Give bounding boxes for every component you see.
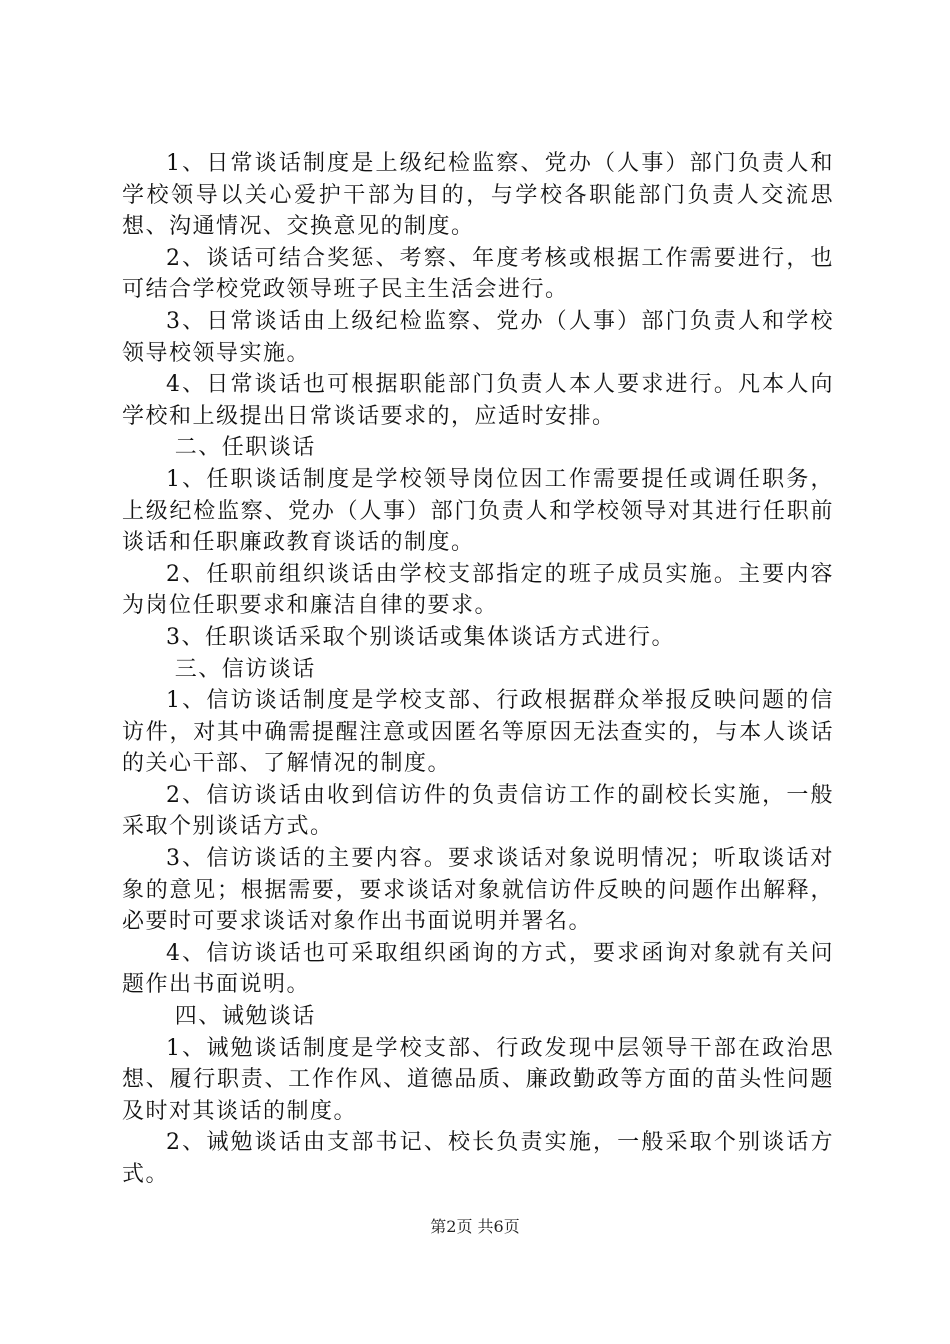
section-heading: 四、诫勉谈话 [174, 1004, 316, 1030]
section-heading: 二、任职谈话 [174, 435, 316, 461]
paragraph: 2、任职前组织谈话由学校支部指定的班子成员实施。主要内容为岗位任职要求和廉洁自律的要求。 [122, 561, 834, 619]
paragraph: 1、任职谈话制度是学校领导岗位因工作需要提任或调任职务，上级纪检监察、党办（人事）部门负责人和学校领导对其进行任职前谈话和任职廉政教育谈话的制度。 [122, 466, 834, 556]
paragraph: 1、诫勉谈话制度是学校支部、行政发现中层领导干部在政治思想、履行职责、工作作风、道德品质、廉政勤政等方面的苗头性问题及时对其谈话的制度。 [122, 1035, 834, 1124]
paragraph: 4、信访谈话也可采取组织函询的方式，要求函询对象就有关问题作出书面说明。 [122, 940, 834, 998]
paragraph: 3、信访谈话的主要内容。要求谈话对象说明情况；听取谈话对象的意见；根据需要，要求谈话对象就信访件反映的问题作出解释，必要时可要求谈话对象作出书面说明并署名。 [122, 846, 834, 935]
section-heading: 三、信访谈话 [174, 656, 316, 682]
page-number-footer: 第2页 共6页 [430, 1217, 520, 1236]
paragraph: 3、任职谈话采取个别谈话或集体谈话方式进行。 [166, 624, 675, 650]
paragraph: 1、日常谈话制度是上级纪检监察、党办（人事）部门负责人和学校领导以关心爱护干部为目的，与学校各职能部门负责人交流思想、沟通情况、交换意见的制度。 [122, 151, 834, 240]
paragraph: 2、诫勉谈话由支部书记、校长负责实施，一般采取个别谈话方式。 [122, 1130, 834, 1187]
paragraph: 2、信访谈话由收到信访件的负责信访工作的副校长实施，一般采取个别谈话方式。 [122, 782, 834, 840]
paragraph: 2、谈话可结合奖惩、考察、年度考核或根据工作需要进行，也可结合学校党政领导班子民主生活会进行。 [122, 245, 834, 303]
paragraph: 4、日常谈话也可根据职能部门负责人本人要求进行。凡本人向学校和上级提出日常谈话要求的，应适时安排。 [122, 372, 834, 429]
document-body [122, 148, 834, 1191]
paragraph: 3、日常谈话由上级纪检监察、党办（人事）部门负责人和学校领导校领导实施。 [122, 308, 834, 366]
paragraph: 1、信访谈话制度是学校支部、行政根据群众举报反映问题的信访件，对其中确需提醒注意或因匿名等原因无法查实的，与本人谈话的关心干部、了解情况的制度。 [122, 688, 834, 777]
